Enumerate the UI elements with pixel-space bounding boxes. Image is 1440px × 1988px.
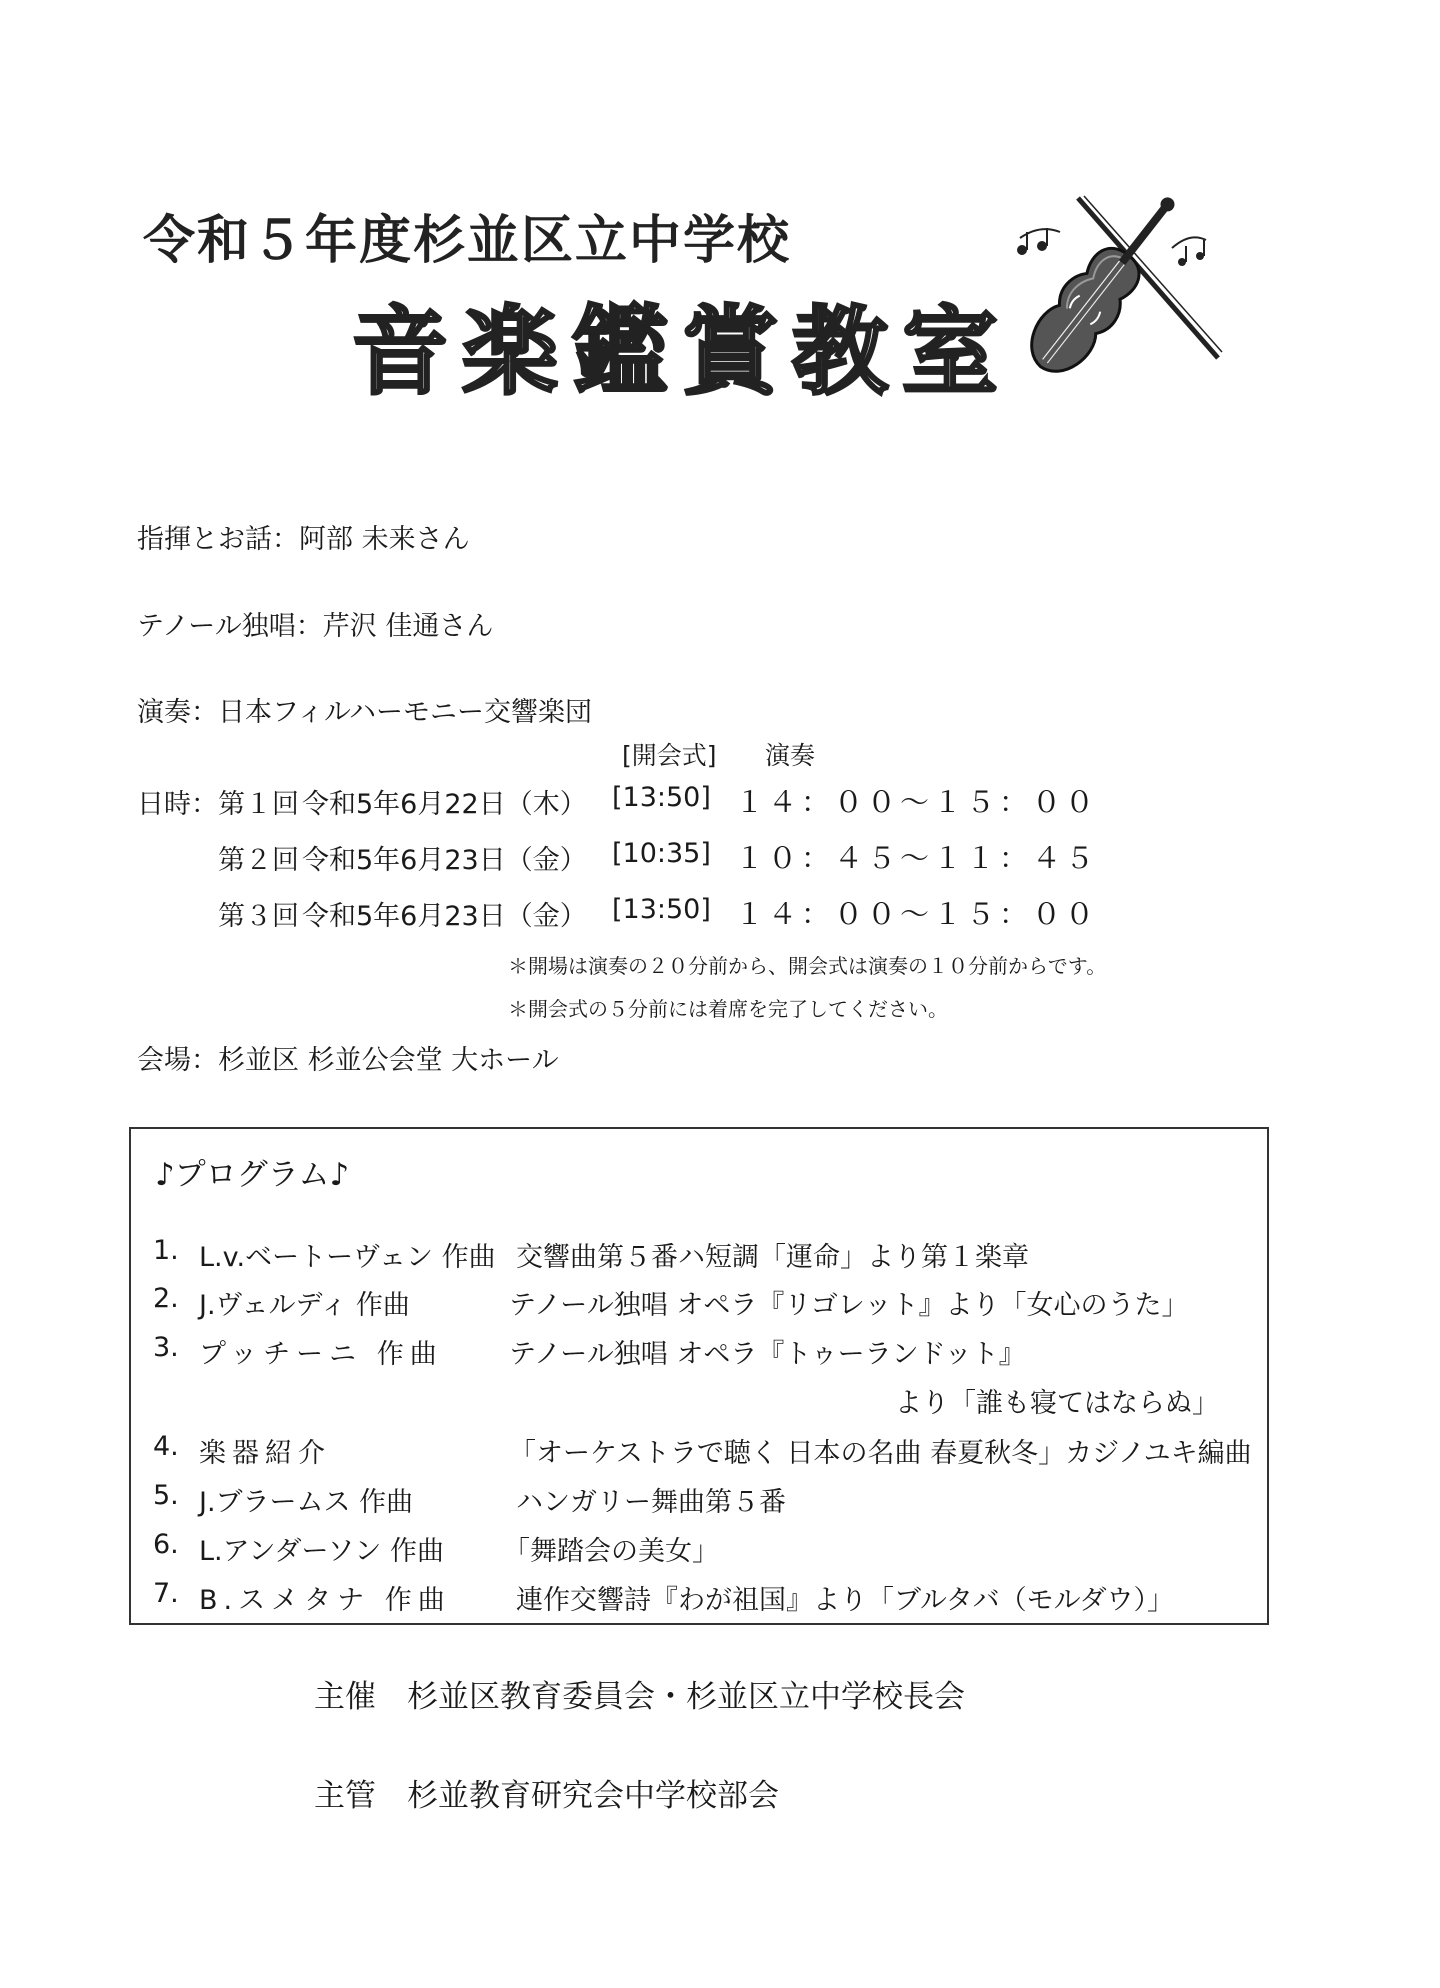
program-item-7-num: 7. [153,1578,179,1609]
program-item-3-composer: プッチーニ 作曲 [199,1339,443,1370]
program-item-7-composer: B.スメタナ 作曲 [199,1585,451,1616]
schedule-row-1-date: 令和5年6月22日（木） [302,789,587,820]
program-item-1-num: 1. [153,1235,179,1266]
schedule-row-3-session: 第３回 [218,901,299,932]
tenor-line: テノール独唱：芹沢 佳通さん [137,611,494,642]
organizer-host: 主催 杉並区教育委員会・杉並区立中学校長会 [314,1679,965,1715]
title-line1: 令和５年度杉並区立中学校 [143,211,792,271]
schedule-note-2: ＊開会式の５分前には着席を完了してください。 [508,997,948,1021]
program-item-2-num: 2. [153,1283,179,1314]
venue-line: 会場：杉並区 杉並公会堂 大ホール [137,1045,559,1076]
schedule-label: 日時： [137,789,218,820]
schedule-row-1-session: 第１回 [218,789,299,820]
program-item-4-piece: 「オーケストラで聴く 日本の名曲 春夏秋冬」カジノユキ編曲 [509,1438,1252,1469]
program-item-5-num: 5. [153,1480,179,1511]
program-item-6-num: 6. [153,1529,179,1560]
program-item-7-piece: 連作交響詩『わが祖国』より「ブルタバ（モルダウ）」 [516,1585,1174,1616]
schedule-row-3-opening: [13:50] [612,894,711,925]
schedule-header-performance: 演奏 [765,741,816,770]
conductor-line: 指揮とお話：阿部 未来さん [137,524,470,555]
program-item-1-composer: L.v.ベートーヴェン 作曲 [199,1242,496,1273]
schedule-row-1-time: １４：００～１５：００ [735,785,1099,819]
program-item-5-composer: J.ブラームス 作曲 [199,1487,414,1518]
schedule-row-2-date: 令和5年6月23日（金） [302,845,587,876]
orchestra-line: 演奏：日本フィルハーモニー交響楽団 [137,697,592,728]
schedule-row-3-time: １４：００～１５：００ [735,897,1099,931]
program-heading: ♪プログラム♪ [155,1157,350,1193]
schedule-row-2-time: １０：４５～１１：４５ [735,841,1099,875]
organizer-management: 主管 杉並教育研究会中学校部会 [314,1778,779,1814]
program-item-4-num: 4. [153,1431,179,1462]
program-item-3-piece: テノール独唱 オペラ『トゥーランドット』 [509,1339,1026,1370]
schedule-row-3-date: 令和5年6月23日（金） [302,901,587,932]
program-item-4-composer: 楽器紹介 [199,1438,331,1469]
schedule-header-opening: [開会式] [622,741,717,770]
schedule-note-1: ＊開場は演奏の２０分前から、開会式は演奏の１０分前からです。 [508,954,1107,978]
program-item-6-piece: 「舞踏会の美女」 [503,1536,719,1567]
schedule-row-1-opening: [13:50] [612,782,711,813]
program-box [129,1127,1269,1625]
program-item-3-piece-cont: より「誰も寝てはならぬ」 [895,1388,1219,1419]
schedule-row-2-session: 第２回 [218,845,299,876]
program-item-6-composer: L.アンダーソン 作曲 [199,1536,444,1567]
program-item-1-piece: 交響曲第５番ハ短調「運命」より第１楽章 [516,1242,1029,1273]
schedule-row-2-opening: [10:35] [612,838,711,869]
title-line2: 音楽鑑賞教室 [352,296,1012,408]
program-item-3-num: 3. [153,1332,179,1363]
violin-with-bow-icon [1000,190,1240,400]
program-item-2-piece: テノール独唱 オペラ『リゴレット』より「女心のうた」 [509,1290,1189,1321]
program-item-5-piece: ハンガリー舞曲第５番 [516,1487,786,1518]
program-item-2-composer: J.ヴェルディ 作曲 [199,1290,410,1321]
